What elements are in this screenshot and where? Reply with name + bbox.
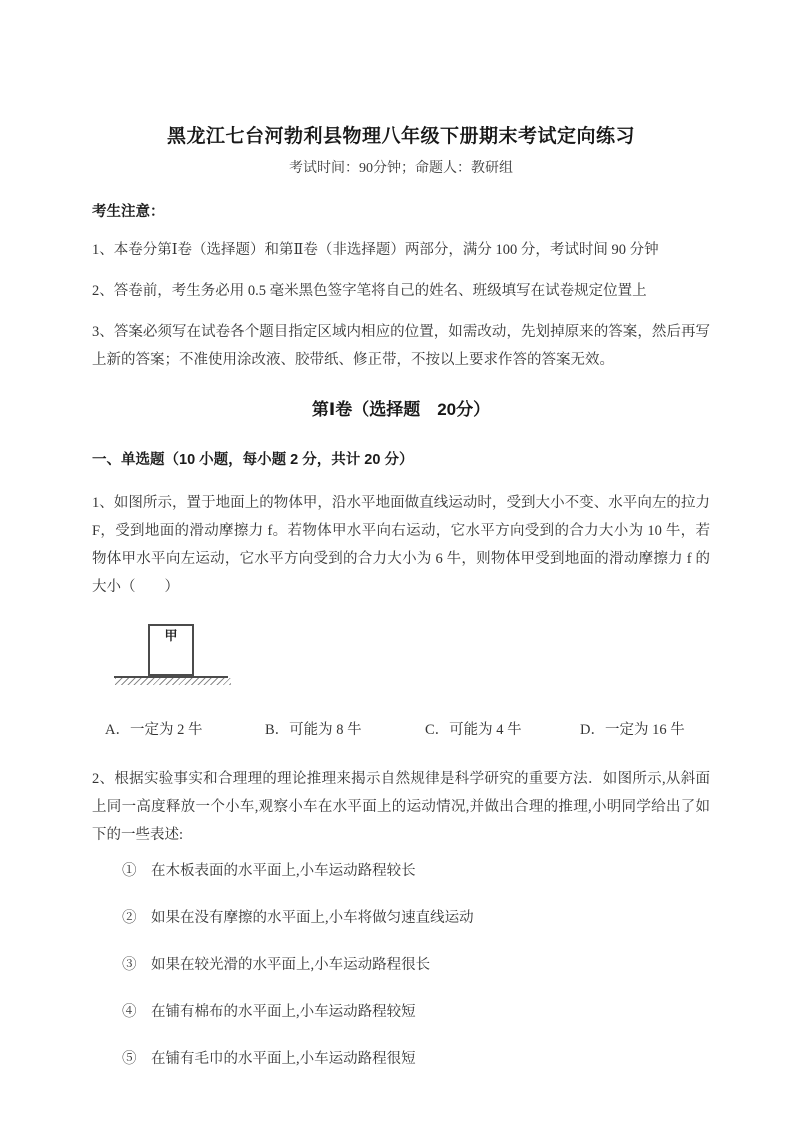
question-1-options <box>92 719 710 741</box>
statement-4: ④ 在铺有棉布的水平面上,小车运动路程较短 <box>122 1004 416 1020</box>
question-2-text: 根据实验事实和合理理的理论推理来揭示自然规律是科学研究的重要方法．如图所示,从斜面上同一高度释放一个小车,观察小车在水平面上的运动情况,并做出合理的推理,小明同学给出了如下的一些表述: <box>92 771 711 843</box>
option-a: A．一定为 2 牛 <box>105 722 203 738</box>
option-c: C．可能为 4 牛 <box>425 722 522 738</box>
statement-1: ① 在木板表面的水平面上,小车运动路程较长 <box>122 863 416 879</box>
question-2-statements <box>92 861 710 1069</box>
question-1 <box>92 489 710 601</box>
exam-title: 黑龙江七台河勃利县物理八年级下册期末考试定向练习 <box>166 126 635 147</box>
ground-hatching <box>115 678 231 685</box>
block-jia-label: 甲 <box>164 628 178 643</box>
question-2-number: 2、 <box>92 771 115 787</box>
notice-item-2: 2、答卷前，考生务必用 0.5 毫米黑色签字笔将自己的姓名、班级填写在试卷规定位置上 <box>92 283 647 299</box>
part-heading: 一、单选题（10 小题，每小题 2 分，共计 20 分） <box>92 452 414 468</box>
section-heading: 第Ⅰ卷（选择题 20分） <box>311 400 491 419</box>
notice-item-3: 3、答案必须写在试卷各个题目指定区域内相应的位置，如需改动，先划掉原来的答案，然后再写上新的答案；不准使用涂改液、胶带纸、修正带，不按以上要求作答的答案无效。 <box>92 324 710 368</box>
block-jia <box>148 624 194 676</box>
question-1-number: 1、 <box>92 495 114 511</box>
question-1-text: 如图所示，置于地面上的物体甲，沿水平地面做直线运动时，受到大小不变、水平向左的拉力F，受到地面的滑动摩擦力 f。若物体甲水平向右运动，它水平方向受到的合力大小为 10 牛，若物体甲水平向左运动，它水平方向受到的合力大小为 6 牛，则物体甲受到地面的滑动摩擦力 f 的大小（ ） <box>92 495 711 595</box>
statement-3: ③ 如果在较光滑的水平面上,小车运动路程很长 <box>122 957 431 973</box>
option-d: D．一定为 16 牛 <box>580 722 685 738</box>
statement-2: ② 如果在没有摩擦的水平面上,小车将做匀速直线运动 <box>122 910 474 926</box>
statement-5: ⑤ 在铺有毛巾的水平面上,小车运动路程很短 <box>122 1051 416 1067</box>
notice-item-1: 1、本卷分第Ⅰ卷（选择题）和第Ⅱ卷（非选择题）两部分，满分 100 分，考试时间 90 分钟 <box>92 242 659 258</box>
question-2 <box>92 765 710 849</box>
exam-subtitle: 考试时间：90分钟；命题人：教研组 <box>289 161 513 176</box>
question-1-figure <box>114 624 354 688</box>
option-b: B．可能为 8 牛 <box>265 722 362 738</box>
notice-heading: 考生注意： <box>92 204 165 220</box>
